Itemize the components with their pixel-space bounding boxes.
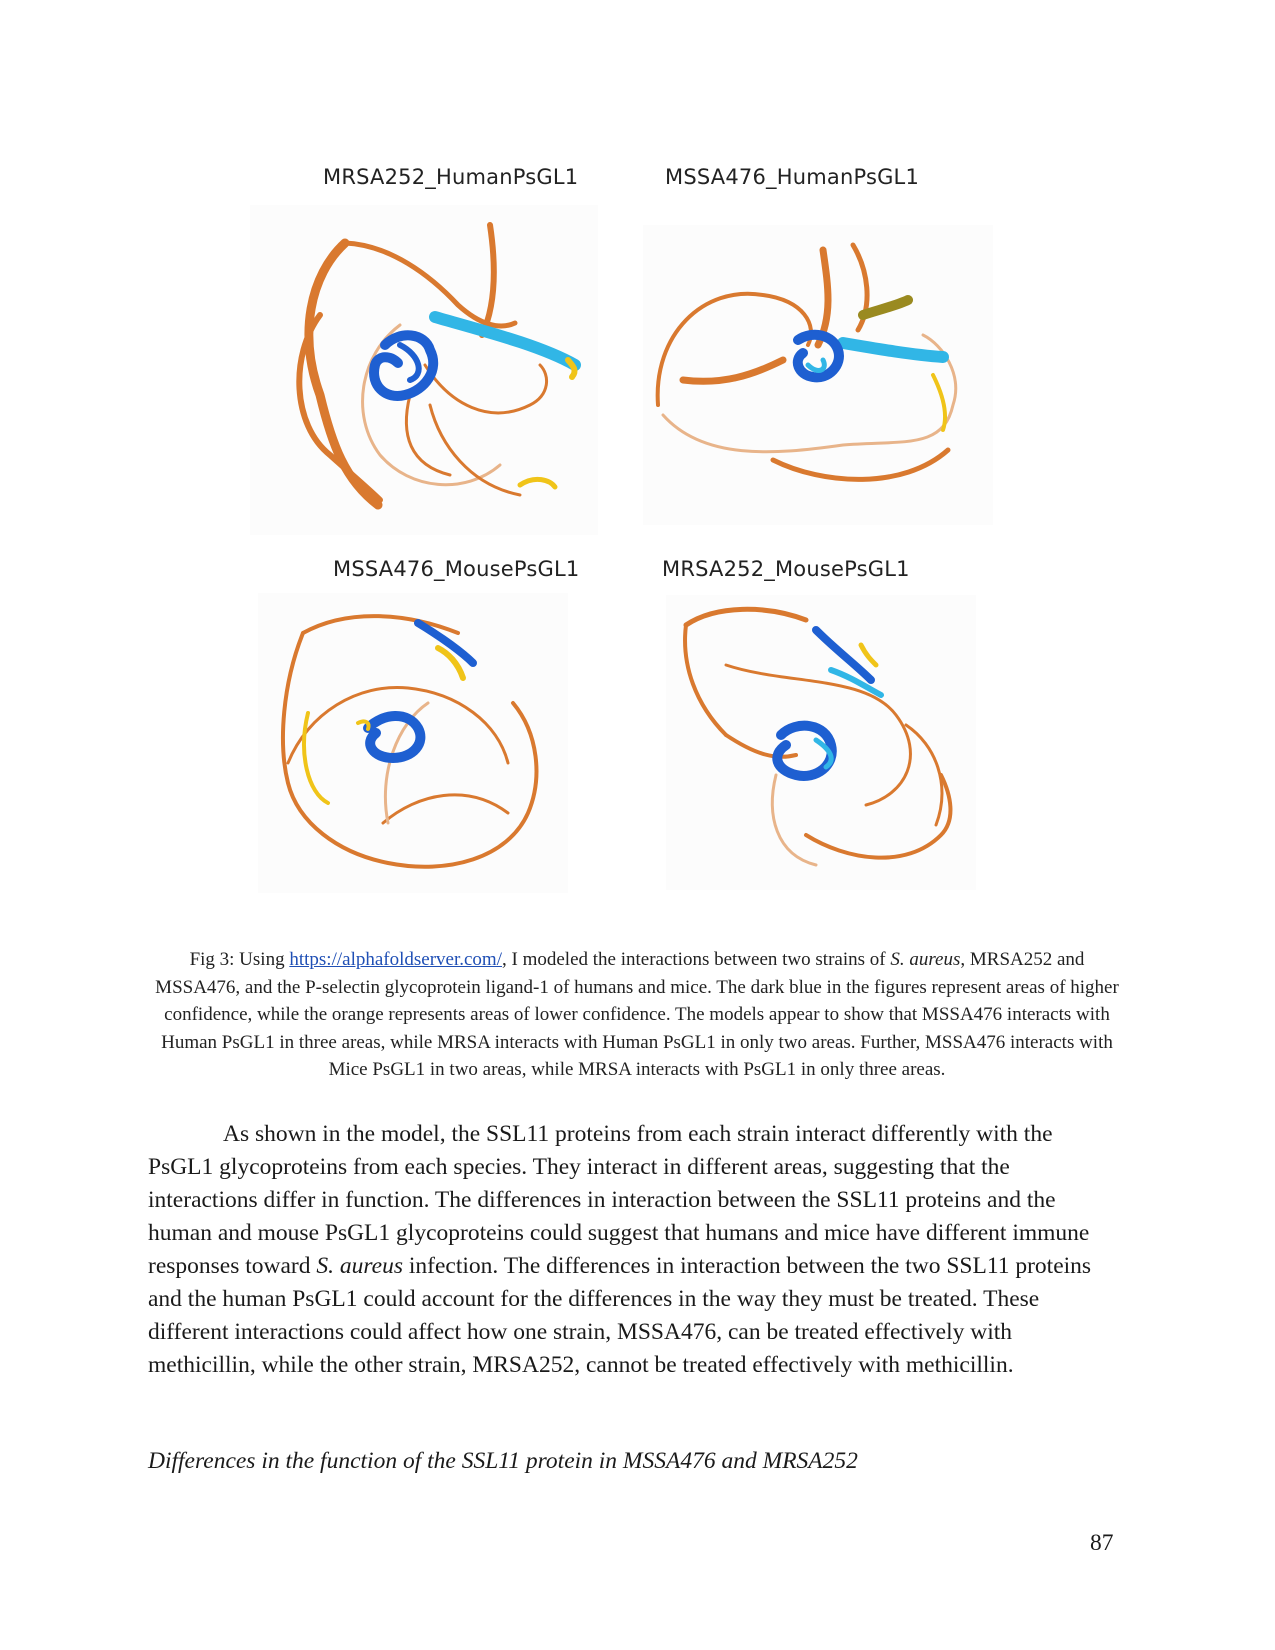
caption-text-1: , I modeled the interactions between two strains of <box>502 949 891 970</box>
protein-model-image-mssa476-human <box>643 225 993 525</box>
body-species: S. aureus <box>316 1253 403 1279</box>
page-number: 87 <box>1090 1530 1114 1556</box>
figure-caption <box>148 946 1126 1084</box>
alphafold-link[interactable]: https://alphafoldserver.com/ <box>289 949 502 970</box>
panel-title-mssa476-mouse: MSSA476_MousePsGL1 <box>333 557 580 581</box>
panel-title-mrsa252-human: MRSA252_HumanPsGL1 <box>323 165 579 189</box>
caption-species: S. aureus <box>890 949 961 970</box>
panel-title-mrsa252-mouse: MRSA252_MousePsGL1 <box>662 557 910 581</box>
caption-text-2: , MRSA252 and MSSA476, and the P-selectin glycoprotein ligand-1 of humans and mice. The dark blue in the figures represent areas of higher confidence, while the orange represents areas of lower confidence. The models appear to show that MSSA476 interacts with Human PsGL1 in three areas, while MRSA interacts with Human PsGL1 in only two areas. Further, MSSA476 interacts with Mice PsGL1 in two areas, while MRSA interacts with PsGL1 in only three areas. <box>155 949 1119 1080</box>
section-subheading: Differences in the function of the SSL11 protein in MSSA476 and MRSA252 <box>148 1448 858 1474</box>
protein-model-image-mssa476-mouse <box>258 593 568 893</box>
body-text-2: infection. The differences in interaction between the two SSL11 proteins and the human PsGL1 could account for the differences in the way they must be treated. These different interactions could affect how one strain, MSSA476, can be treated effectively with methicillin, while the other strain, MRSA252, cannot be treated effectively with methicillin. <box>148 1253 1092 1378</box>
caption-prefix: Fig 3: Using <box>189 949 290 970</box>
body-paragraph <box>148 1118 1113 1382</box>
body-text-1: As shown in the model, the SSL11 proteins from each strain interact differently with the PsGL1 glycoproteins from each species. They interact in different areas, suggesting that the interactions differ in function. The differences in interaction between the SSL11 proteins and the human and mouse PsGL1 glycoproteins could suggest that humans and mice have different immune responses toward <box>148 1121 1090 1279</box>
protein-model-image-mrsa252-human <box>250 205 598 535</box>
protein-model-image-mrsa252-mouse <box>666 595 976 890</box>
panel-title-mssa476-human: MSSA476_HumanPsGL1 <box>665 165 920 189</box>
